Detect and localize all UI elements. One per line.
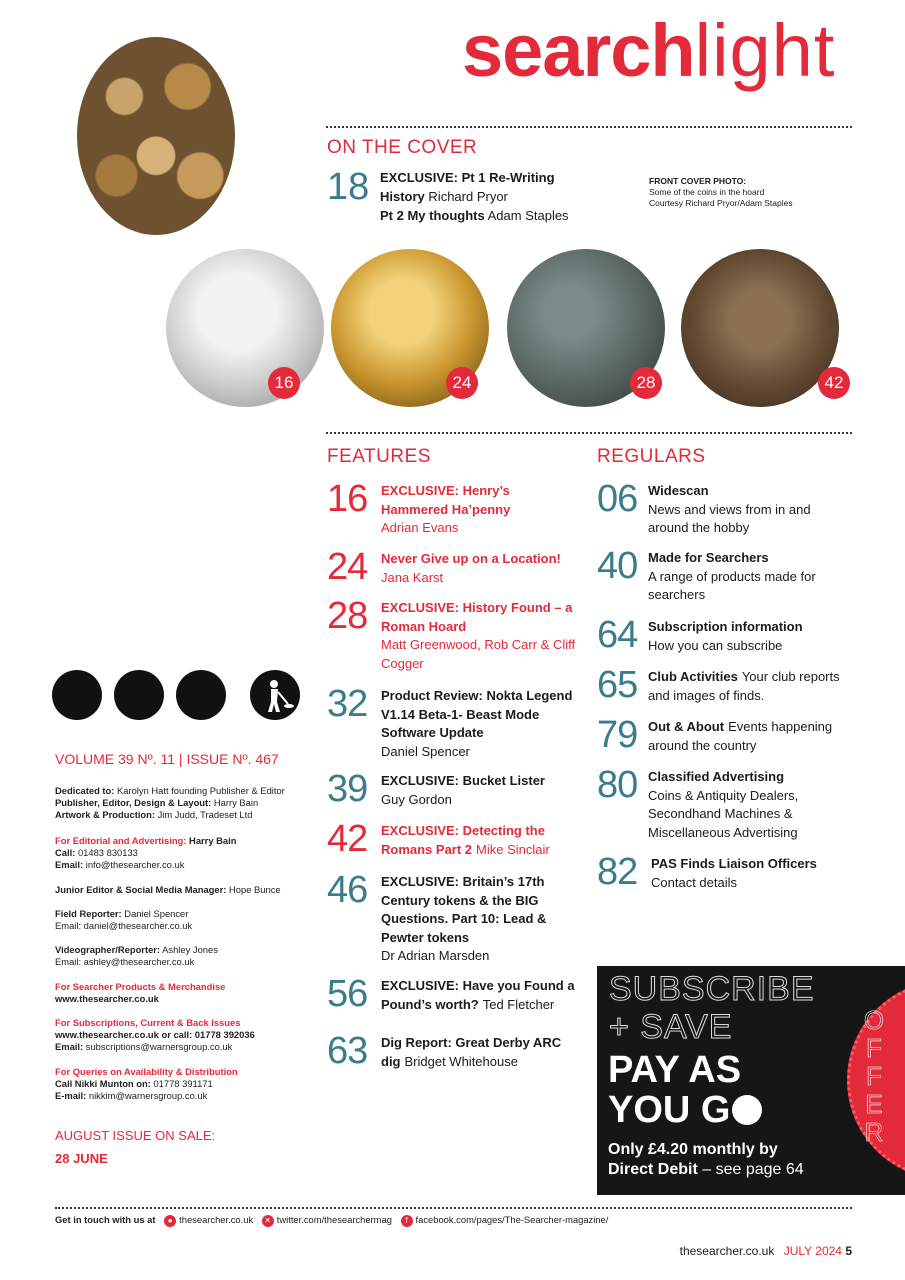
offer-label: OFFER xyxy=(863,1005,885,1147)
regular-title: Widescan xyxy=(648,483,709,498)
feature-page-number: 28 xyxy=(327,595,368,637)
video-label: Videographer/Reporter: xyxy=(55,944,161,955)
facebook-icon: f xyxy=(401,1215,413,1227)
divider-middle xyxy=(326,432,852,434)
subs-email[interactable]: subscriptions@warnersgroup.co.uk xyxy=(85,1041,233,1052)
products-url[interactable]: www.thesearcher.co.uk xyxy=(55,993,159,1004)
regular-description: Events happening around the country xyxy=(648,719,833,753)
credits-products xyxy=(55,981,315,1005)
field-value: Daniel Spencer xyxy=(124,908,189,919)
decor-dot xyxy=(176,670,226,720)
cover-author1: Richard Pryor xyxy=(428,189,508,204)
detector-o-icon xyxy=(732,1095,762,1125)
junior-label: Junior Editor & Social Media Manager: xyxy=(55,884,227,895)
feature-title: EXCLUSIVE: Detecting the Romans Part 2 xyxy=(381,823,545,857)
subscribe-line4 xyxy=(608,1090,762,1130)
regular-page-number: 64 xyxy=(597,614,638,656)
products-label: For Searcher Products & Merchandise xyxy=(55,981,226,992)
feature-author: Bridget Whitehouse xyxy=(404,1053,518,1069)
cover-photo-line1: Some of the coins in the hoard xyxy=(649,187,765,197)
subscribe-price xyxy=(608,1140,804,1180)
cover-line2: History xyxy=(380,189,425,204)
hoard-photo xyxy=(77,37,235,235)
regular-title: Out & About xyxy=(648,719,725,734)
cover-author2: Adam Staples xyxy=(487,208,569,223)
feature-title: EXCLUSIVE: Britain’s 17th Century tokens & the BIG Questions. Part 10: Lead & Pewter tokens xyxy=(381,874,547,945)
footer-twitter-link[interactable]: twitter.com/thesearchermag xyxy=(276,1214,392,1225)
regular-page-number: 80 xyxy=(597,764,638,806)
regulars-heading: REGULARS xyxy=(597,446,706,467)
price-line2-bold: Direct Debit xyxy=(608,1161,698,1178)
feature-page-number: 24 xyxy=(327,546,368,588)
subscribe-line2: + SAVE xyxy=(609,1008,733,1046)
feature-author: Matt Greenwood, Rob Carr & Cliff Cogger xyxy=(381,637,576,671)
feature-page-number: 32 xyxy=(327,683,368,725)
twitter-icon: ✕ xyxy=(262,1215,274,1227)
cover-photo-caption xyxy=(649,176,793,209)
cover-number: 18 xyxy=(327,166,370,208)
feature-title: Product Review: Nokta Legend V1.14 Beta-1- Beast Mode Software Update xyxy=(381,688,573,740)
feature-author: Daniel Spencer xyxy=(381,743,470,759)
cover-photo-line2: Courtesy Richard Pryor/Adam Staples xyxy=(649,198,793,208)
credits-video xyxy=(55,944,315,968)
queries-label: For Queries on Availability & Distribution xyxy=(55,1066,238,1077)
editorial-label: For Editorial and Advertising: xyxy=(55,835,187,846)
feature-author: Mike Sinclair xyxy=(476,841,550,857)
publisher-value: Harry Bain xyxy=(213,797,259,808)
junior-value: Hope Bunce xyxy=(229,884,281,895)
queries-email[interactable]: nikkim@warnersgroup.co.uk xyxy=(88,1090,208,1101)
subscribe-line4-text: YOU G xyxy=(608,1089,731,1131)
volume-issue: VOLUME 39 Nº. 11 | ISSUE Nº. 467 xyxy=(55,751,279,767)
feature-page-number: 39 xyxy=(327,768,368,810)
regular-description: Your club reports and images of finds. xyxy=(648,669,840,703)
regular-page-number: 82 xyxy=(597,851,638,893)
cover-heading: ON THE COVER xyxy=(327,137,478,158)
dedicated-value: Karolyn Hatt founding Publisher & Editor xyxy=(117,785,285,796)
folio-date: JULY 2024 xyxy=(783,1244,842,1258)
coin-badge-42: 42 xyxy=(818,367,850,399)
feature-title: Never Give up on a Location! xyxy=(381,551,561,566)
regular-description: Coins & Antiquity Dealers, Secondhand Machines & Miscellaneous Advertising xyxy=(648,787,799,840)
feature-title: EXCLUSIVE: Have you Found a Pound’s worth? xyxy=(381,978,575,1012)
divider-top xyxy=(326,126,852,128)
publisher-label: Publisher, Editor, Design & Layout: xyxy=(55,797,212,808)
masthead-bold: search xyxy=(462,9,695,92)
regular-page-number: 79 xyxy=(597,714,638,756)
credits-editorial xyxy=(55,835,315,871)
credits-staff xyxy=(55,785,315,821)
folio-site: thesearcher.co.uk xyxy=(679,1244,775,1258)
call-label: Call: xyxy=(55,847,76,858)
regular-description: Contact details xyxy=(651,874,737,890)
dedicated-label: Dedicated to: xyxy=(55,785,115,796)
cover-line3: Pt 2 My thoughts xyxy=(380,208,485,223)
regular-page-number: 65 xyxy=(597,664,638,706)
regular-title: Made for Searchers xyxy=(648,550,769,565)
folio xyxy=(680,1244,852,1258)
detectorist-icon xyxy=(250,670,300,720)
masthead xyxy=(462,9,836,92)
coin-badge-24: 24 xyxy=(446,367,478,399)
cover-story[interactable] xyxy=(380,168,569,225)
decor-dot xyxy=(52,670,102,720)
divider-footer xyxy=(55,1207,852,1209)
field-email[interactable]: Email: daniel@thesearcher.co.uk xyxy=(55,920,193,931)
subs-label: For Subscriptions, Current & Back Issues xyxy=(55,1017,241,1028)
feature-page-number: 56 xyxy=(327,973,368,1015)
video-email[interactable]: Email: ashley@thesearcher.co.uk xyxy=(55,956,195,967)
field-label: Field Reporter: xyxy=(55,908,122,919)
regular-page-number: 06 xyxy=(597,478,638,520)
editorial-value: Harry Bain xyxy=(189,835,237,846)
price-line2-rest: – see page 64 xyxy=(702,1161,804,1178)
footer-label: Get in touch with us at xyxy=(55,1214,156,1225)
video-value: Ashley Jones xyxy=(162,944,218,955)
masthead-light: light xyxy=(694,9,836,92)
artwork-label: Artwork & Production: xyxy=(55,809,155,820)
credits-junior xyxy=(55,884,315,896)
regular-page-number: 40 xyxy=(597,545,638,587)
subs-line[interactable]: www.thesearcher.co.uk or call: 01778 392036 xyxy=(55,1029,255,1040)
queries-email-label: E-mail: xyxy=(55,1090,87,1101)
subscribe-line3: PAY AS xyxy=(608,1049,742,1091)
call-value: 01483 830133 xyxy=(77,847,138,858)
decor-dot xyxy=(114,670,164,720)
onsale-date: 28 JUNE xyxy=(55,1151,108,1166)
feature-page-number: 16 xyxy=(327,478,368,520)
folio-page: 5 xyxy=(845,1244,852,1258)
regular-title: PAS Finds Liaison Officers xyxy=(651,856,817,871)
subscribe-line1: SUBSCRIBE xyxy=(609,970,815,1008)
feature-author: Guy Gordon xyxy=(381,791,452,807)
feature-title: EXCLUSIVE: History Found – a Roman Hoard xyxy=(381,600,573,634)
footer-site-link[interactable]: thesearcher.co.uk xyxy=(179,1214,254,1225)
feature-page-number: 46 xyxy=(327,869,368,911)
credits-subscriptions xyxy=(55,1017,315,1053)
feature-title: EXCLUSIVE: Bucket Lister xyxy=(381,773,545,788)
coin-badge-16: 16 xyxy=(268,367,300,399)
coin-badge-28: 28 xyxy=(630,367,662,399)
email-value[interactable]: info@thesearcher.co.uk xyxy=(85,859,185,870)
footer-facebook-link[interactable]: facebook.com/pages/The-Searcher-magazine/ xyxy=(415,1214,609,1225)
regular-title: Club Activities xyxy=(648,669,738,684)
artwork-value: Jim Judd, Tradeset Ltd xyxy=(157,809,253,820)
feature-author: Ted Fletcher xyxy=(482,996,555,1012)
queries-call: 01778 391171 xyxy=(153,1078,213,1089)
price-line1: Only £4.20 monthly by xyxy=(608,1141,778,1158)
credits-field xyxy=(55,908,315,932)
regular-description: How you can subscribe xyxy=(648,637,783,653)
regular-title: Classified Advertising xyxy=(648,769,785,784)
queries-call-label: Call Nikki Munton on: xyxy=(55,1078,151,1089)
feature-author: Dr Adrian Marsden xyxy=(381,948,490,963)
onsale-label: AUGUST ISSUE ON SALE: xyxy=(55,1128,216,1143)
feature-author: Jana Karst xyxy=(381,569,444,585)
issue: ISSUE Nº. 467 xyxy=(186,751,279,767)
regular-title: Subscription information xyxy=(648,619,803,634)
feature-title: EXCLUSIVE: Henry’s Hammered Ha’penny xyxy=(381,483,511,517)
footer-contacts xyxy=(55,1214,608,1227)
subs-email-label: Email: xyxy=(55,1041,84,1052)
subscribe-promo[interactable] xyxy=(597,966,905,1195)
coin-image-42[interactable] xyxy=(681,249,839,407)
feature-author: Adrian Evans xyxy=(381,520,459,535)
feature-page-number: 42 xyxy=(327,818,368,860)
email-label: Email: xyxy=(55,859,84,870)
regular-description: A range of products made for searchers xyxy=(648,568,816,602)
cover-photo-title: FRONT COVER PHOTO: xyxy=(649,176,747,186)
regular-description: News and views from in and around the hobby xyxy=(648,501,811,535)
coin-image-16[interactable] xyxy=(166,249,324,407)
feature-page-number: 63 xyxy=(327,1030,368,1072)
credits-queries xyxy=(55,1066,315,1102)
features-heading: FEATURES xyxy=(327,446,431,467)
cover-line1: EXCLUSIVE: Pt 1 Re-Writing xyxy=(380,170,555,185)
feature-title: Dig Report: Great Derby ARC dig xyxy=(381,1035,562,1069)
volume: VOLUME 39 Nº. 11 xyxy=(55,751,176,767)
website-icon: ● xyxy=(164,1215,176,1227)
